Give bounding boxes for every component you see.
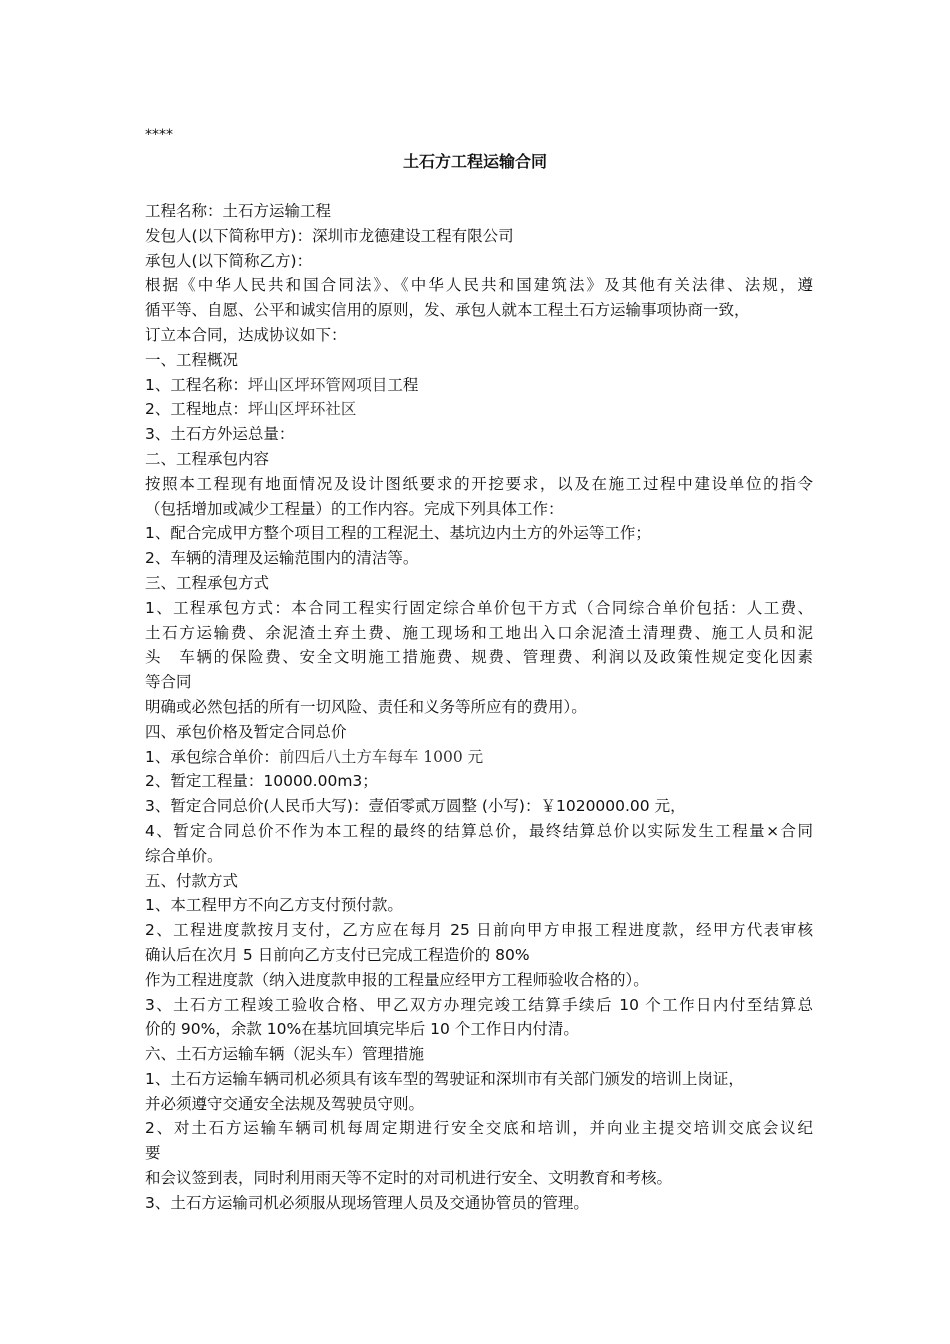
document-line: 并必须遵守交通安全法规及驾驶员守则。 (145, 1094, 425, 1113)
document-line: 价的 90%，余款 10%在基坑回填完毕后 10 个工作日内付清。 (145, 1020, 579, 1039)
line-suffix: 工程 (387, 375, 419, 394)
document-line: 头 车辆的保险费、安全文明施工措施费、规费、管理费、利润以及政策性规定变化因素 (145, 648, 813, 667)
document-line: 循平等、自愿、公平和诚实信用的原则，发、承包人就本工程土石方运输事项协商一致， (145, 301, 750, 320)
document-line: （包括增加或减少工程量）的工作内容。完成下列具体工作： (145, 499, 564, 518)
document-line: 土石方运输费、余泥渣土弃土费、施工现场和工地出入口余泥渣土清理费、施工人员和泥 (145, 623, 813, 642)
document-marker: **** (145, 127, 173, 143)
document-line: 1、本工程甲方不向乙方支付预付款。 (145, 896, 403, 915)
document-body (145, 199, 813, 1216)
document-line: 发包人(以下简称甲方)：深圳市龙德建设工程有限公司 (145, 226, 514, 245)
document-line: 一、工程概况 (145, 350, 239, 369)
document-line: 3、暂定合同总价(人民币大写)：壹佰零贰万圆整 (小写)：￥1020000.00 元， (145, 797, 686, 816)
document-line: 按照本工程现有地面情况及设计图纸要求的开挖要求，以及在施工过程中建设单位的指令 (145, 474, 813, 493)
document-line: 2、车辆的清理及运输范围内的清洁等。 (145, 549, 419, 568)
document-line: 2、对土石方运输车辆司机每周定期进行安全交底和培训，并向业主提交培训交底会议纪 (145, 1119, 813, 1138)
filled-value: 坪山区坪环社区 (247, 400, 357, 419)
document-line: 承包人(以下简称乙方)： (145, 251, 313, 270)
line-label: 2、工程地点： (145, 400, 248, 419)
document-line: 1、土石方运输车辆司机必须具有该车型的驾驶证和深圳市有关部门颁发的培训上岗证， (145, 1069, 744, 1088)
document-line: 工程名称：土石方运输工程 (145, 202, 332, 220)
document-line: 2、暂定工程量：10000.00m3； (145, 772, 378, 791)
document-line: 等合同 (145, 673, 192, 692)
document-line: 1、配合完成甲方整个项目工程的工程泥土、基坑边内土方的外运等工作； (145, 524, 651, 543)
document-line: 根据《中华人民共和国合同法》、《中华人民共和国建筑法》及其他有关法律、法规，遵 (145, 276, 813, 295)
document-line: 四、承包价格及暂定合同总价 (145, 722, 347, 741)
document-line: 二、工程承包内容 (145, 449, 270, 468)
document-line: 三、工程承包方式 (145, 573, 270, 592)
document-line: 六、土石方运输车辆（泥头车）管理措施 (145, 1045, 425, 1064)
document-line: 2、工程进度款按月支付，乙方应在每月 25 日前向甲方申报工程进度款，经甲方代表审核 (145, 921, 813, 940)
document-line (145, 397, 813, 422)
document-line (145, 373, 813, 398)
document-line: 1、工程承包方式：本合同工程实行固定综合单价包干方式（合同综合单价包括：人工费、 (145, 598, 813, 617)
document-line: 要 (145, 1144, 161, 1163)
document-line: 确认后在次月 5 日前向乙方支付已完成工程造价的 80% (145, 945, 530, 964)
line-label: 1、承包综合单价： (145, 747, 279, 766)
document-line: 五、付款方式 (145, 871, 239, 890)
document-line (145, 745, 813, 770)
line-label: 1、工程名称： (145, 375, 248, 394)
document-line: 订立本合同，达成协议如下： (145, 325, 347, 344)
document-line: 3、土石方工程竣工验收合格、甲乙双方办理完竣工结算手续后 10 个工作日内付至结算总 (145, 995, 813, 1014)
document-line: 作为工程进度款（纳入进度款申报的工程量应经甲方工程师验收合格的）。 (145, 970, 649, 989)
document-title: 土石方工程运输合同 (402, 152, 547, 171)
document-line: 3、土石方外运总量： (145, 425, 295, 444)
document-line: 和会议签到表，同时利用雨天等不定时的对司机进行安全、文明教育和考核。 (145, 1169, 673, 1188)
document-line: 综合单价。 (145, 846, 223, 865)
filled-value: 坪山区坪环管网项目 (247, 375, 388, 394)
document-line: 明确或必然包括的所有一切风险、责任和义务等所应有的费用）。 (145, 697, 587, 716)
document-line: 4、暂定合同总价不作为本工程的最终的结算总价，最终结算总价以实际发生工程量×合同 (145, 821, 813, 840)
document-line: 3、土石方运输司机必须服从现场管理人员及交通协管员的管理。 (145, 1193, 589, 1212)
filled-value: 前四后八土方车每车 1000 元 (278, 747, 484, 766)
